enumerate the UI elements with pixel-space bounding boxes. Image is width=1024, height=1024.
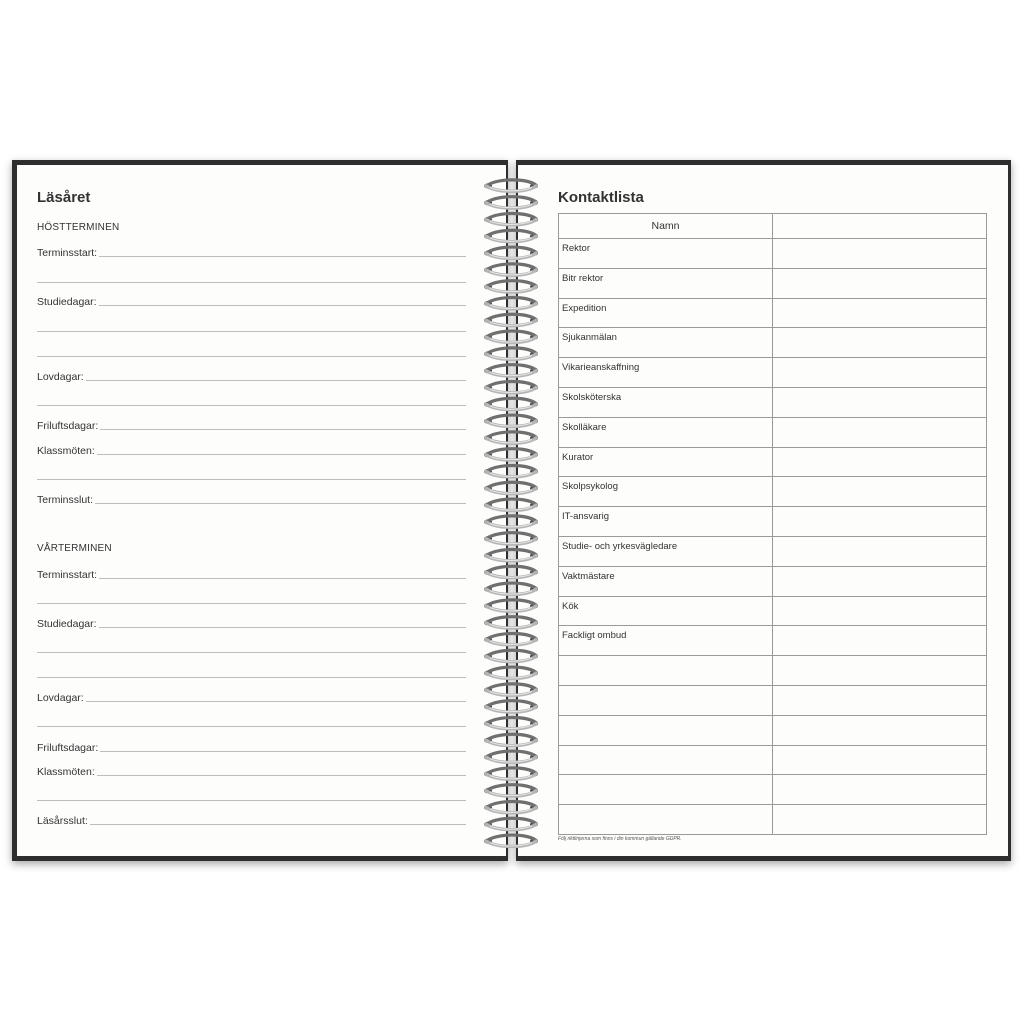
contact-info-cell[interactable] bbox=[773, 656, 987, 686]
contact-role-label: Vaktmästare bbox=[562, 570, 615, 582]
contact-column-header bbox=[773, 214, 987, 239]
contact-role-label: Vikarieanskaffning bbox=[562, 362, 640, 374]
autumn-term-end-label: Terminsslut: bbox=[37, 494, 94, 506]
contact-role-label: Fackligt ombud bbox=[562, 630, 627, 642]
spring-holidays-field[interactable] bbox=[37, 690, 466, 704]
spiral-coil bbox=[484, 365, 538, 376]
table-row bbox=[559, 417, 987, 447]
autumn-class-meetings-label: Klassmöten: bbox=[37, 445, 95, 457]
spiral-coil bbox=[484, 835, 538, 846]
contact-role-cell[interactable] bbox=[559, 626, 773, 656]
contact-info-cell[interactable] bbox=[773, 268, 987, 298]
spiral-coil bbox=[484, 197, 538, 208]
contact-info-cell[interactable] bbox=[773, 566, 987, 596]
contact-info-cell[interactable] bbox=[773, 626, 987, 656]
writing-line[interactable] bbox=[37, 800, 466, 801]
spiral-coil bbox=[484, 348, 538, 359]
autumn-holidays-field[interactable] bbox=[37, 369, 466, 383]
spiral-coil bbox=[484, 247, 538, 258]
contact-role-label: Kök bbox=[562, 600, 579, 612]
spiral-coil bbox=[484, 499, 538, 510]
autumn-term-heading: HÖSTTERMINEN bbox=[37, 222, 120, 233]
contact-role-label bbox=[559, 656, 772, 660]
table-row bbox=[559, 626, 987, 656]
contact-info-cell[interactable] bbox=[773, 387, 987, 417]
contact-role-cell[interactable] bbox=[559, 596, 773, 626]
table-row bbox=[559, 805, 987, 835]
spiral-coil bbox=[484, 281, 538, 292]
spiral-coil bbox=[484, 297, 538, 308]
autumn-study-days-field[interactable] bbox=[37, 294, 466, 308]
spiral-coil bbox=[484, 751, 538, 762]
spiral-coil bbox=[484, 701, 538, 712]
contact-role-cell[interactable] bbox=[559, 656, 773, 686]
left-page bbox=[17, 165, 506, 856]
table-row bbox=[559, 477, 987, 507]
contact-role-cell[interactable] bbox=[559, 507, 773, 537]
spiral-coil bbox=[484, 314, 538, 325]
contact-info-cell[interactable] bbox=[773, 775, 987, 805]
autumn-term-start-field[interactable] bbox=[37, 245, 466, 259]
spiral-coil bbox=[484, 583, 538, 594]
contact-role-cell[interactable] bbox=[559, 685, 773, 715]
writing-line[interactable] bbox=[37, 677, 466, 678]
spiral-coil bbox=[484, 768, 538, 779]
spiral-coil bbox=[484, 516, 538, 527]
contact-role-cell[interactable] bbox=[559, 447, 773, 477]
contact-role-cell[interactable] bbox=[559, 477, 773, 507]
spiral-coil bbox=[484, 684, 538, 695]
contact-info-cell[interactable] bbox=[773, 715, 987, 745]
contact-role-label: Sjukanmälan bbox=[562, 332, 617, 344]
spiral-coil bbox=[484, 415, 538, 426]
table-row bbox=[559, 536, 987, 566]
contact-role-label: Kurator bbox=[562, 451, 594, 463]
autumn-class-meetings-field[interactable] bbox=[37, 443, 466, 457]
table-row bbox=[559, 328, 987, 358]
contact-info-cell[interactable] bbox=[773, 239, 987, 269]
table-row bbox=[559, 507, 987, 537]
table-row bbox=[559, 685, 987, 715]
spiral-coil bbox=[484, 213, 538, 224]
contact-info-cell[interactable] bbox=[773, 328, 987, 358]
contact-info-cell[interactable] bbox=[773, 596, 987, 626]
contact-role-cell[interactable] bbox=[559, 566, 773, 596]
table-row bbox=[559, 268, 987, 298]
page-title: Läsåret bbox=[37, 189, 91, 206]
contact-info-cell[interactable] bbox=[773, 745, 987, 775]
table-row bbox=[559, 566, 987, 596]
autumn-outdoor-days-label: Friluftsdagar: bbox=[37, 420, 99, 432]
spiral-coil bbox=[484, 650, 538, 661]
spring-holidays-label: Lovdagar: bbox=[37, 692, 84, 704]
writing-line[interactable] bbox=[37, 652, 466, 653]
spring-class-meetings-label: Klassmöten: bbox=[37, 766, 95, 778]
spiral-coil bbox=[484, 818, 538, 829]
autumn-term-end-field[interactable] bbox=[37, 492, 466, 506]
spiral-coil bbox=[484, 482, 538, 493]
year-end-label: Läsårsslut: bbox=[37, 815, 88, 827]
spring-outdoor-days-field[interactable] bbox=[37, 740, 466, 754]
contact-role-label: Bitr rektor bbox=[562, 272, 604, 284]
contact-role-label bbox=[559, 775, 772, 779]
contact-table bbox=[558, 213, 987, 835]
spiral-coil bbox=[484, 465, 538, 476]
writing-line[interactable] bbox=[37, 726, 466, 727]
table-row bbox=[559, 775, 987, 805]
spiral-coil bbox=[484, 785, 538, 796]
spring-study-days-field[interactable] bbox=[37, 616, 466, 630]
autumn-term-start-label: Terminsstart: bbox=[37, 247, 98, 259]
contact-info-cell[interactable] bbox=[773, 507, 987, 537]
contact-role-label bbox=[559, 686, 772, 690]
name-column-header: Namn bbox=[559, 214, 773, 239]
writing-line[interactable] bbox=[37, 356, 466, 357]
spring-study-days-label: Studiedagar: bbox=[37, 618, 97, 630]
contact-role-cell[interactable] bbox=[559, 298, 773, 328]
spiral-coil bbox=[484, 617, 538, 628]
contact-info-cell[interactable] bbox=[773, 685, 987, 715]
spring-term-start-label: Terminsstart: bbox=[37, 569, 98, 581]
table-row bbox=[559, 447, 987, 477]
contact-role-label: Studie- och yrkesvägledare bbox=[562, 540, 678, 552]
contact-role-cell[interactable] bbox=[559, 328, 773, 358]
contact-info-cell[interactable] bbox=[773, 417, 987, 447]
contact-info-cell[interactable] bbox=[773, 447, 987, 477]
spiral-coil bbox=[484, 667, 538, 678]
spiral-coil bbox=[484, 230, 538, 241]
autumn-outdoor-days-field[interactable] bbox=[37, 418, 466, 432]
spring-term-start-field[interactable] bbox=[37, 567, 466, 581]
contact-role-cell[interactable] bbox=[559, 358, 773, 388]
contact-info-cell[interactable] bbox=[773, 536, 987, 566]
table-row bbox=[559, 745, 987, 775]
contact-role-label: Skolpsykolog bbox=[562, 481, 618, 493]
contact-role-label: Rektor bbox=[562, 243, 590, 254]
contact-info-cell[interactable] bbox=[773, 298, 987, 328]
autumn-study-days-label: Studiedagar: bbox=[37, 296, 97, 308]
spring-outdoor-days-label: Friluftsdagar: bbox=[37, 742, 99, 754]
spring-class-meetings-field[interactable] bbox=[37, 764, 466, 778]
contact-role-cell[interactable] bbox=[559, 536, 773, 566]
page-title: Kontaktlista bbox=[558, 189, 644, 206]
contact-role-cell[interactable] bbox=[559, 239, 773, 269]
writing-line[interactable] bbox=[37, 282, 466, 283]
contact-role-label bbox=[559, 746, 772, 750]
spiral-coil bbox=[484, 180, 538, 191]
spring-term-heading: VÅRTERMINEN bbox=[37, 543, 112, 554]
contact-role-cell[interactable] bbox=[559, 268, 773, 298]
year-end-field[interactable] bbox=[37, 813, 466, 827]
table-row bbox=[559, 239, 987, 269]
spiral-coil bbox=[484, 734, 538, 745]
contact-role-cell[interactable] bbox=[559, 387, 773, 417]
spiral-coil bbox=[484, 331, 538, 342]
table-row bbox=[559, 715, 987, 745]
spiral-coil bbox=[484, 549, 538, 560]
writing-line[interactable] bbox=[37, 405, 466, 406]
table-header-row bbox=[559, 214, 987, 239]
contact-role-label: Skolläkare bbox=[562, 421, 607, 433]
table-row bbox=[559, 656, 987, 686]
table-row bbox=[559, 596, 987, 626]
spiral-coil bbox=[484, 801, 538, 812]
right-page bbox=[518, 165, 1008, 856]
spiral-coil bbox=[484, 717, 538, 728]
writing-line[interactable] bbox=[37, 603, 466, 604]
contact-role-label bbox=[559, 716, 772, 720]
spiral-coil bbox=[484, 432, 538, 443]
contact-info-cell[interactable] bbox=[773, 477, 987, 507]
spiral-coil bbox=[484, 398, 538, 409]
contact-role-cell[interactable] bbox=[559, 745, 773, 775]
contact-role-cell[interactable] bbox=[559, 715, 773, 745]
spiral-coil bbox=[484, 449, 538, 460]
writing-line[interactable] bbox=[37, 479, 466, 480]
contact-role-cell[interactable] bbox=[559, 775, 773, 805]
writing-line[interactable] bbox=[37, 331, 466, 332]
spiral-coil bbox=[484, 533, 538, 544]
table-row bbox=[559, 358, 987, 388]
contact-role-label: Expedition bbox=[562, 302, 607, 314]
table-row bbox=[559, 387, 987, 417]
contact-role-cell[interactable] bbox=[559, 417, 773, 447]
contact-role-label: IT-ansvarig bbox=[562, 511, 609, 523]
contact-role-cell[interactable] bbox=[559, 805, 773, 835]
table-row bbox=[559, 298, 987, 328]
spiral-coil bbox=[484, 633, 538, 644]
contact-role-label bbox=[559, 805, 772, 809]
spiral-coil bbox=[484, 264, 538, 275]
autumn-holidays-label: Lovdagar: bbox=[37, 371, 84, 383]
contact-info-cell[interactable] bbox=[773, 358, 987, 388]
contact-info-cell[interactable] bbox=[773, 805, 987, 835]
spiral-coil bbox=[484, 566, 538, 577]
spiral-coil bbox=[484, 381, 538, 392]
contact-role-label: Skolsköterska bbox=[562, 391, 622, 403]
spiral-coil bbox=[484, 600, 538, 611]
spiral-binding bbox=[478, 170, 546, 860]
gdpr-footnote: Följ riktlinjerna som finns i din kommun gällande GDPR. bbox=[558, 836, 682, 842]
